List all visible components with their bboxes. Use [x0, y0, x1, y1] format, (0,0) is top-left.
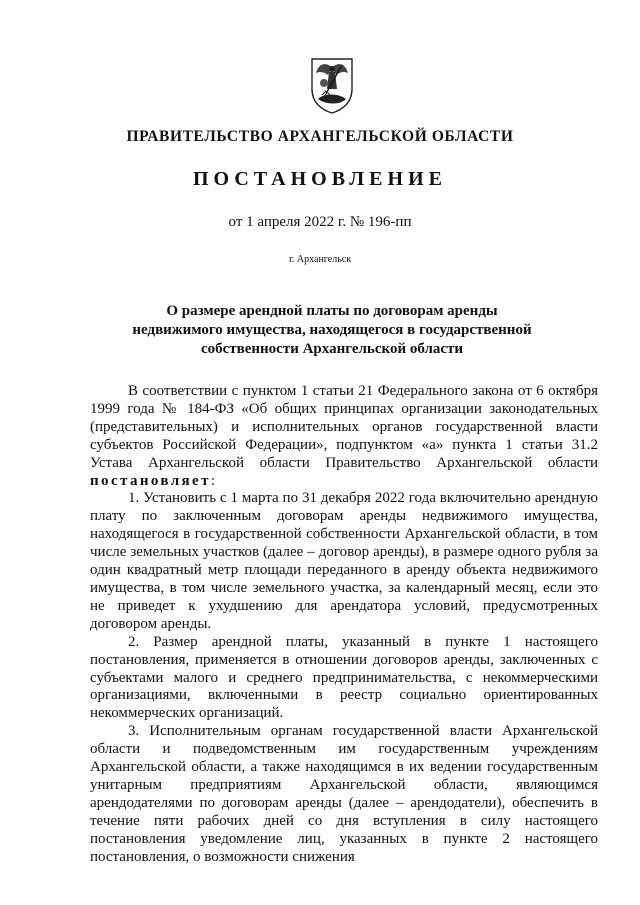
subject-line: недвижимого имущества, находящегося в государственной	[132, 322, 532, 338]
document-type-title: ПОСТАНОВЛЕНИЕ	[193, 168, 447, 190]
document-subject	[120, 302, 544, 359]
item-3-paragraph: 3. Исполнительным органам государственной власти Архангельской области и подведомственным им государственным учреждениям Архангельской области, а также находящимся в их ведении государственным унитарным предприятиям Архангельской области, являющимся арендодателями по договорам аренды (далее – арендодатели), обеспечить в течение пяти рабочих дней со дня вступления в силу настоящего постановления уведомление лиц, указанных в пункте 2 настоящего постановления, о возможности снижения	[90, 723, 598, 865]
subject-line: собственности Архангельской области	[200, 341, 464, 357]
decree-colon: :	[210, 472, 216, 489]
document-city: г. Архангельск	[288, 254, 352, 265]
document-body	[90, 383, 598, 866]
document-date-number: от 1 апреля 2022 г. № 196-пп	[228, 214, 412, 230]
subject-line: О размере арендной платы по договорам аренды	[166, 303, 498, 319]
government-title: ПРАВИТЕЛЬСТВО АРХАНГЕЛЬСКОЙ ОБЛАСТИ	[126, 128, 514, 145]
preamble-text: В соответствии с пунктом 1 статьи 21 Федерального закона от 6 октября 1999 года № 184-ФЗ «Об общих принципах организации законодательных (представительных) и исполнительных органов государственной власти субъектов Российской Федерации», подпунктом «а» пункта 1 статьи 31.2 Устава Архангельской области Правительство Архангельской области	[90, 383, 598, 471]
decree-word: постановляет	[90, 472, 211, 489]
item-1-paragraph: 1. Установить с 1 марта по 31 декабря 2022 года включительно арендную плату по заключенным договорам аренды недвижимого имущества, находящегося в государственной собственности Архангельской области, в том числе земельных участков (далее – договор аренды), в размере одного рубля за один квадратный метр площади переданного в аренду объекта недвижимого имущества, в том числе земельного участка, за календарный месяц, если это не приведет к ухудшению для арендатора условий, предусмотренных договором аренды.	[90, 490, 598, 632]
archangel-coat-of-arms-icon	[308, 55, 356, 115]
item-2-paragraph: 2. Размер арендной платы, указанный в пункте 1 настоящего постановления, применяется в отношении договоров аренды, заключенных с субъектами малого и среднего предпринимательства, с некоммерческими организациями, включенными в реестр социально ориентированных некоммерческих организаций.	[90, 633, 598, 722]
preamble-paragraph	[90, 383, 598, 490]
